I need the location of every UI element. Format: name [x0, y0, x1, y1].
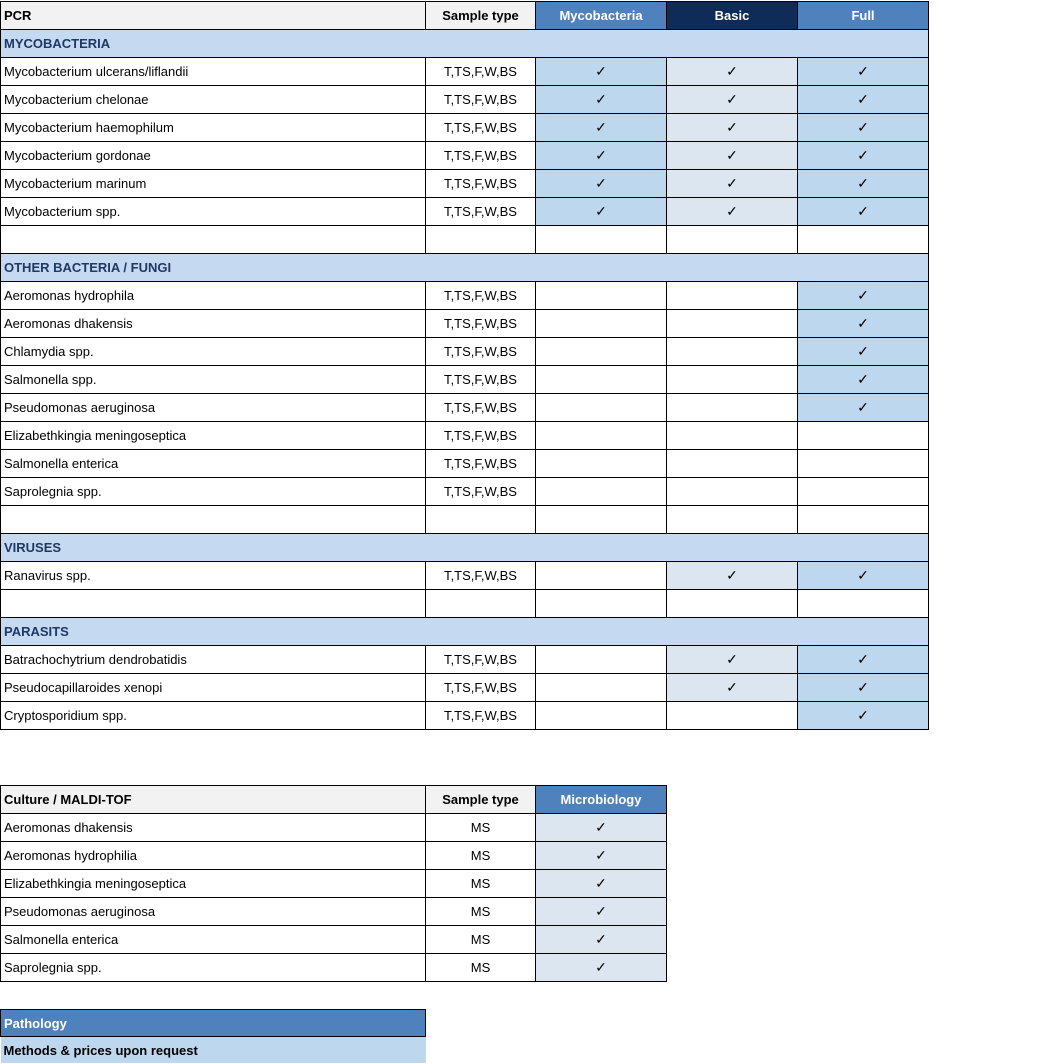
section-row	[1, 618, 929, 646]
pathogen-name: Aeromonas dhakensis	[1, 310, 426, 338]
pathogen-name: Elizabethkingia meningoseptica	[1, 870, 426, 898]
pathogen-name: Mycobacterium haemophilum	[1, 114, 426, 142]
sample-type: T,TS,F,W,BS	[426, 142, 536, 170]
pathogen-name: Pseudocapillaroides xenopi	[1, 674, 426, 702]
table-row	[1, 702, 929, 730]
spacer-row	[1, 590, 929, 618]
pathogen-name: Saprolegnia spp.	[1, 954, 426, 982]
section-row	[1, 30, 929, 58]
full-check-cell	[798, 422, 929, 450]
culture-title: Culture / MALDI-TOF	[1, 786, 426, 814]
sample-type: T,TS,F,W,BS	[426, 282, 536, 310]
microbiology-check-cell: ✓	[536, 954, 667, 982]
table-row	[1, 366, 929, 394]
full-check-cell: ✓	[798, 394, 929, 422]
empty-cell	[1, 590, 426, 618]
pathology-title: Pathology	[1, 1010, 426, 1037]
full-check-cell: ✓	[798, 674, 929, 702]
sample-type: MS	[426, 814, 536, 842]
table-row	[1, 450, 929, 478]
full-check-cell: ✓	[798, 646, 929, 674]
basic-check-cell: ✓	[667, 198, 798, 226]
pathogen-name: Cryptosporidium spp.	[1, 702, 426, 730]
table-row	[1, 338, 929, 366]
full-check-cell: ✓	[798, 198, 929, 226]
empty-cell	[667, 226, 798, 254]
empty-cell	[426, 506, 536, 534]
sample-type: T,TS,F,W,BS	[426, 478, 536, 506]
sample-type: T,TS,F,W,BS	[426, 338, 536, 366]
table-row	[1, 674, 929, 702]
table-row	[1, 478, 929, 506]
pathology-note: Methods & prices upon request	[1, 1037, 426, 1064]
table-row	[1, 170, 929, 198]
pathogen-name: Saprolegnia spp.	[1, 478, 426, 506]
pathology-note-row	[1, 1037, 426, 1064]
full-check-cell: ✓	[798, 310, 929, 338]
full-check-cell: ✓	[798, 142, 929, 170]
myco-check-cell	[536, 450, 667, 478]
myco-check-cell	[536, 422, 667, 450]
pathogen-name: Elizabethkingia meningoseptica	[1, 422, 426, 450]
pathogen-name: Chlamydia spp.	[1, 338, 426, 366]
spacer-row	[1, 226, 929, 254]
full-check-cell: ✓	[798, 282, 929, 310]
sample-type: T,TS,F,W,BS	[426, 394, 536, 422]
culture-header-row	[1, 786, 667, 814]
basic-check-cell	[667, 450, 798, 478]
sample-type: T,TS,F,W,BS	[426, 702, 536, 730]
basic-check-cell	[667, 282, 798, 310]
culture-sample-type-header: Sample type	[426, 786, 536, 814]
pathogen-name: Mycobacterium ulcerans/liflandii	[1, 58, 426, 86]
table-row	[1, 142, 929, 170]
table-row	[1, 282, 929, 310]
empty-cell	[667, 590, 798, 618]
sample-type: T,TS,F,W,BS	[426, 562, 536, 590]
table-row	[1, 646, 929, 674]
pathogen-name: Salmonella spp.	[1, 366, 426, 394]
full-column-header: Full	[798, 2, 929, 30]
pathology-title-row	[1, 1010, 426, 1037]
pcr-header-row	[1, 2, 929, 30]
pathogen-name: Salmonella enterica	[1, 450, 426, 478]
sample-type: MS	[426, 954, 536, 982]
full-check-cell: ✓	[798, 702, 929, 730]
table-row	[1, 814, 667, 842]
basic-check-cell: ✓	[667, 86, 798, 114]
table-row	[1, 562, 929, 590]
microbiology-check-cell: ✓	[536, 814, 667, 842]
full-check-cell: ✓	[798, 170, 929, 198]
basic-check-cell	[667, 422, 798, 450]
pcr-table	[0, 1, 929, 730]
myco-check-cell	[536, 646, 667, 674]
myco-check-cell: ✓	[536, 58, 667, 86]
full-check-cell: ✓	[798, 86, 929, 114]
microbiology-column-header: Microbiology	[536, 786, 667, 814]
table-row	[1, 870, 667, 898]
basic-check-cell	[667, 702, 798, 730]
empty-cell	[536, 506, 667, 534]
pathogen-name: Salmonella enterica	[1, 926, 426, 954]
empty-cell	[798, 590, 929, 618]
empty-cell	[798, 226, 929, 254]
table-row	[1, 842, 667, 870]
table-row	[1, 898, 667, 926]
section-row	[1, 534, 929, 562]
microbiology-check-cell: ✓	[536, 842, 667, 870]
pathogen-name: Aeromonas hydrophila	[1, 282, 426, 310]
pathogen-name: Ranavirus spp.	[1, 562, 426, 590]
pathogen-name: Mycobacterium chelonae	[1, 86, 426, 114]
microbiology-check-cell: ✓	[536, 898, 667, 926]
pcr-title: PCR	[1, 2, 426, 30]
myco-check-cell	[536, 674, 667, 702]
table-row	[1, 310, 929, 338]
pathogen-name: Aeromonas dhakensis	[1, 814, 426, 842]
empty-cell	[536, 226, 667, 254]
basic-check-cell	[667, 366, 798, 394]
basic-check-cell: ✓	[667, 114, 798, 142]
sample-type: MS	[426, 926, 536, 954]
pathogen-name: Mycobacterium marinum	[1, 170, 426, 198]
myco-check-cell: ✓	[536, 198, 667, 226]
basic-check-cell	[667, 478, 798, 506]
full-check-cell: ✓	[798, 58, 929, 86]
sample-type-header: Sample type	[426, 2, 536, 30]
basic-check-cell	[667, 310, 798, 338]
table-row	[1, 422, 929, 450]
full-check-cell: ✓	[798, 562, 929, 590]
myco-check-cell: ✓	[536, 114, 667, 142]
myco-check-cell	[536, 366, 667, 394]
section-title: VIRUSES	[1, 534, 929, 562]
basic-check-cell	[667, 394, 798, 422]
section-title: MYCOBACTERIA	[1, 30, 929, 58]
full-check-cell	[798, 478, 929, 506]
myco-check-cell: ✓	[536, 142, 667, 170]
section-title: PARASITS	[1, 618, 929, 646]
culture-table	[0, 785, 667, 982]
myco-check-cell	[536, 562, 667, 590]
sample-type: T,TS,F,W,BS	[426, 422, 536, 450]
empty-cell	[1, 226, 426, 254]
sample-type: T,TS,F,W,BS	[426, 310, 536, 338]
pathology-table	[0, 1009, 426, 1063]
empty-cell	[1, 506, 426, 534]
basic-check-cell	[667, 338, 798, 366]
microbiology-check-cell: ✓	[536, 926, 667, 954]
empty-cell	[536, 590, 667, 618]
table-row	[1, 198, 929, 226]
myco-check-cell	[536, 394, 667, 422]
table-row	[1, 954, 667, 982]
table-row	[1, 58, 929, 86]
myco-check-cell	[536, 702, 667, 730]
sample-type: MS	[426, 842, 536, 870]
sample-type: MS	[426, 870, 536, 898]
spacer-row	[1, 506, 929, 534]
sample-type: T,TS,F,W,BS	[426, 366, 536, 394]
pathogen-name: Mycobacterium spp.	[1, 198, 426, 226]
table-row	[1, 114, 929, 142]
pathogen-name: Pseudomonas aeruginosa	[1, 898, 426, 926]
basic-check-cell: ✓	[667, 646, 798, 674]
microbiology-check-cell: ✓	[536, 870, 667, 898]
pathogen-name: Mycobacterium gordonae	[1, 142, 426, 170]
myco-check-cell: ✓	[536, 86, 667, 114]
sample-type: T,TS,F,W,BS	[426, 646, 536, 674]
sample-type: T,TS,F,W,BS	[426, 674, 536, 702]
pathogen-name: Pseudomonas aeruginosa	[1, 394, 426, 422]
myco-check-cell	[536, 310, 667, 338]
myco-check-cell: ✓	[536, 170, 667, 198]
culture-body	[1, 814, 667, 982]
section-row	[1, 254, 929, 282]
pathogen-name: Batrachochytrium dendrobatidis	[1, 646, 426, 674]
full-check-cell: ✓	[798, 338, 929, 366]
sample-type: T,TS,F,W,BS	[426, 198, 536, 226]
empty-cell	[667, 506, 798, 534]
full-check-cell: ✓	[798, 366, 929, 394]
table-row	[1, 394, 929, 422]
basic-check-cell: ✓	[667, 58, 798, 86]
sample-type: T,TS,F,W,BS	[426, 58, 536, 86]
pathogen-name: Aeromonas hydrophilia	[1, 842, 426, 870]
basic-check-cell: ✓	[667, 170, 798, 198]
sample-type: T,TS,F,W,BS	[426, 170, 536, 198]
table-row	[1, 926, 667, 954]
mycobacteria-column-header: Mycobacteria	[536, 2, 667, 30]
full-check-cell: ✓	[798, 114, 929, 142]
basic-check-cell: ✓	[667, 142, 798, 170]
sample-type: MS	[426, 898, 536, 926]
full-check-cell	[798, 450, 929, 478]
empty-cell	[426, 226, 536, 254]
table-row	[1, 86, 929, 114]
empty-cell	[426, 590, 536, 618]
myco-check-cell	[536, 338, 667, 366]
sample-type: T,TS,F,W,BS	[426, 450, 536, 478]
myco-check-cell	[536, 478, 667, 506]
basic-check-cell: ✓	[667, 674, 798, 702]
section-title: OTHER BACTERIA / FUNGI	[1, 254, 929, 282]
pcr-body	[1, 30, 929, 730]
myco-check-cell	[536, 282, 667, 310]
empty-cell	[798, 506, 929, 534]
sample-type: T,TS,F,W,BS	[426, 114, 536, 142]
sample-type: T,TS,F,W,BS	[426, 86, 536, 114]
basic-check-cell: ✓	[667, 562, 798, 590]
basic-column-header: Basic	[667, 2, 798, 30]
